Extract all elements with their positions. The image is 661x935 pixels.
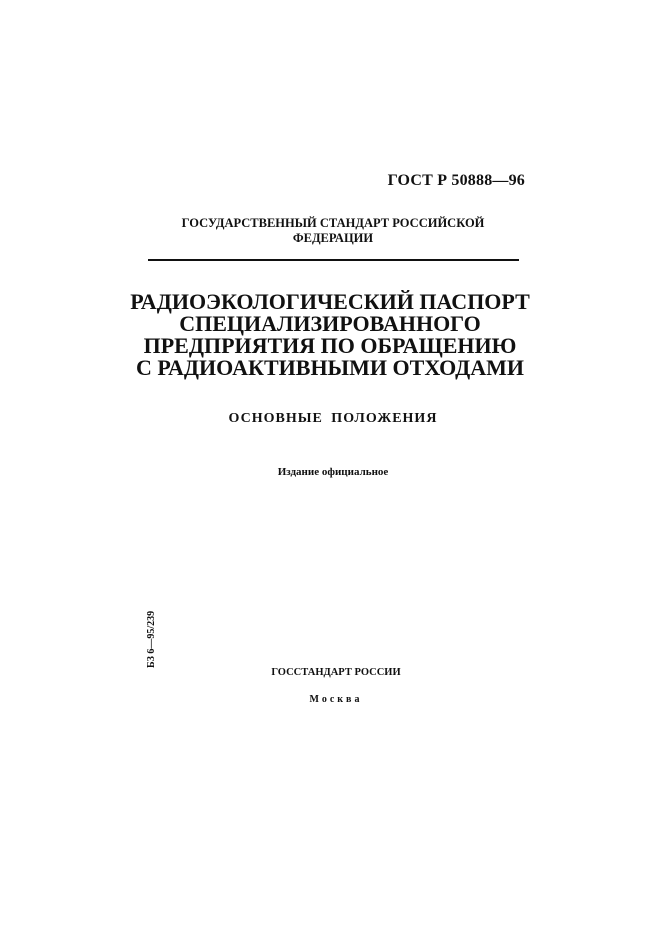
document-title-line-1: РАДИОЭКОЛОГИЧЕСКИЙ ПАСПОРТ bbox=[130, 289, 530, 314]
publication-city: Москва bbox=[309, 694, 363, 705]
standard-type-line-2: ФЕДЕРАЦИИ bbox=[292, 231, 374, 245]
document-title-line-2: СПЕЦИАЛИЗИРОВАННОГО bbox=[179, 311, 481, 336]
standard-type-heading bbox=[146, 216, 520, 246]
document-title-line-4: С РАДИОАКТИВНЫМИ ОТХОДАМИ bbox=[135, 355, 525, 380]
document-title-line-3: ПРЕДПРИЯТИЯ ПО ОБРАЩЕНИЮ bbox=[143, 333, 517, 358]
heading-divider bbox=[148, 259, 519, 261]
publisher-name: ГОССТАНДАРТ РОССИИ bbox=[271, 667, 401, 678]
document-title bbox=[120, 291, 540, 379]
standard-type-line-1: ГОСУДАРСТВЕННЫЙ СТАНДАРТ РОССИЙСКОЙ bbox=[181, 216, 485, 230]
document-subtitle: ОСНОВНЫЕ ПОЛОЖЕНИЯ bbox=[228, 411, 438, 426]
standard-designation: ГОСТ Р 50888—96 bbox=[387, 172, 525, 189]
edition-note: Издание официальное bbox=[277, 466, 389, 478]
catalog-code: БЗ 6—95/239 bbox=[146, 610, 157, 668]
